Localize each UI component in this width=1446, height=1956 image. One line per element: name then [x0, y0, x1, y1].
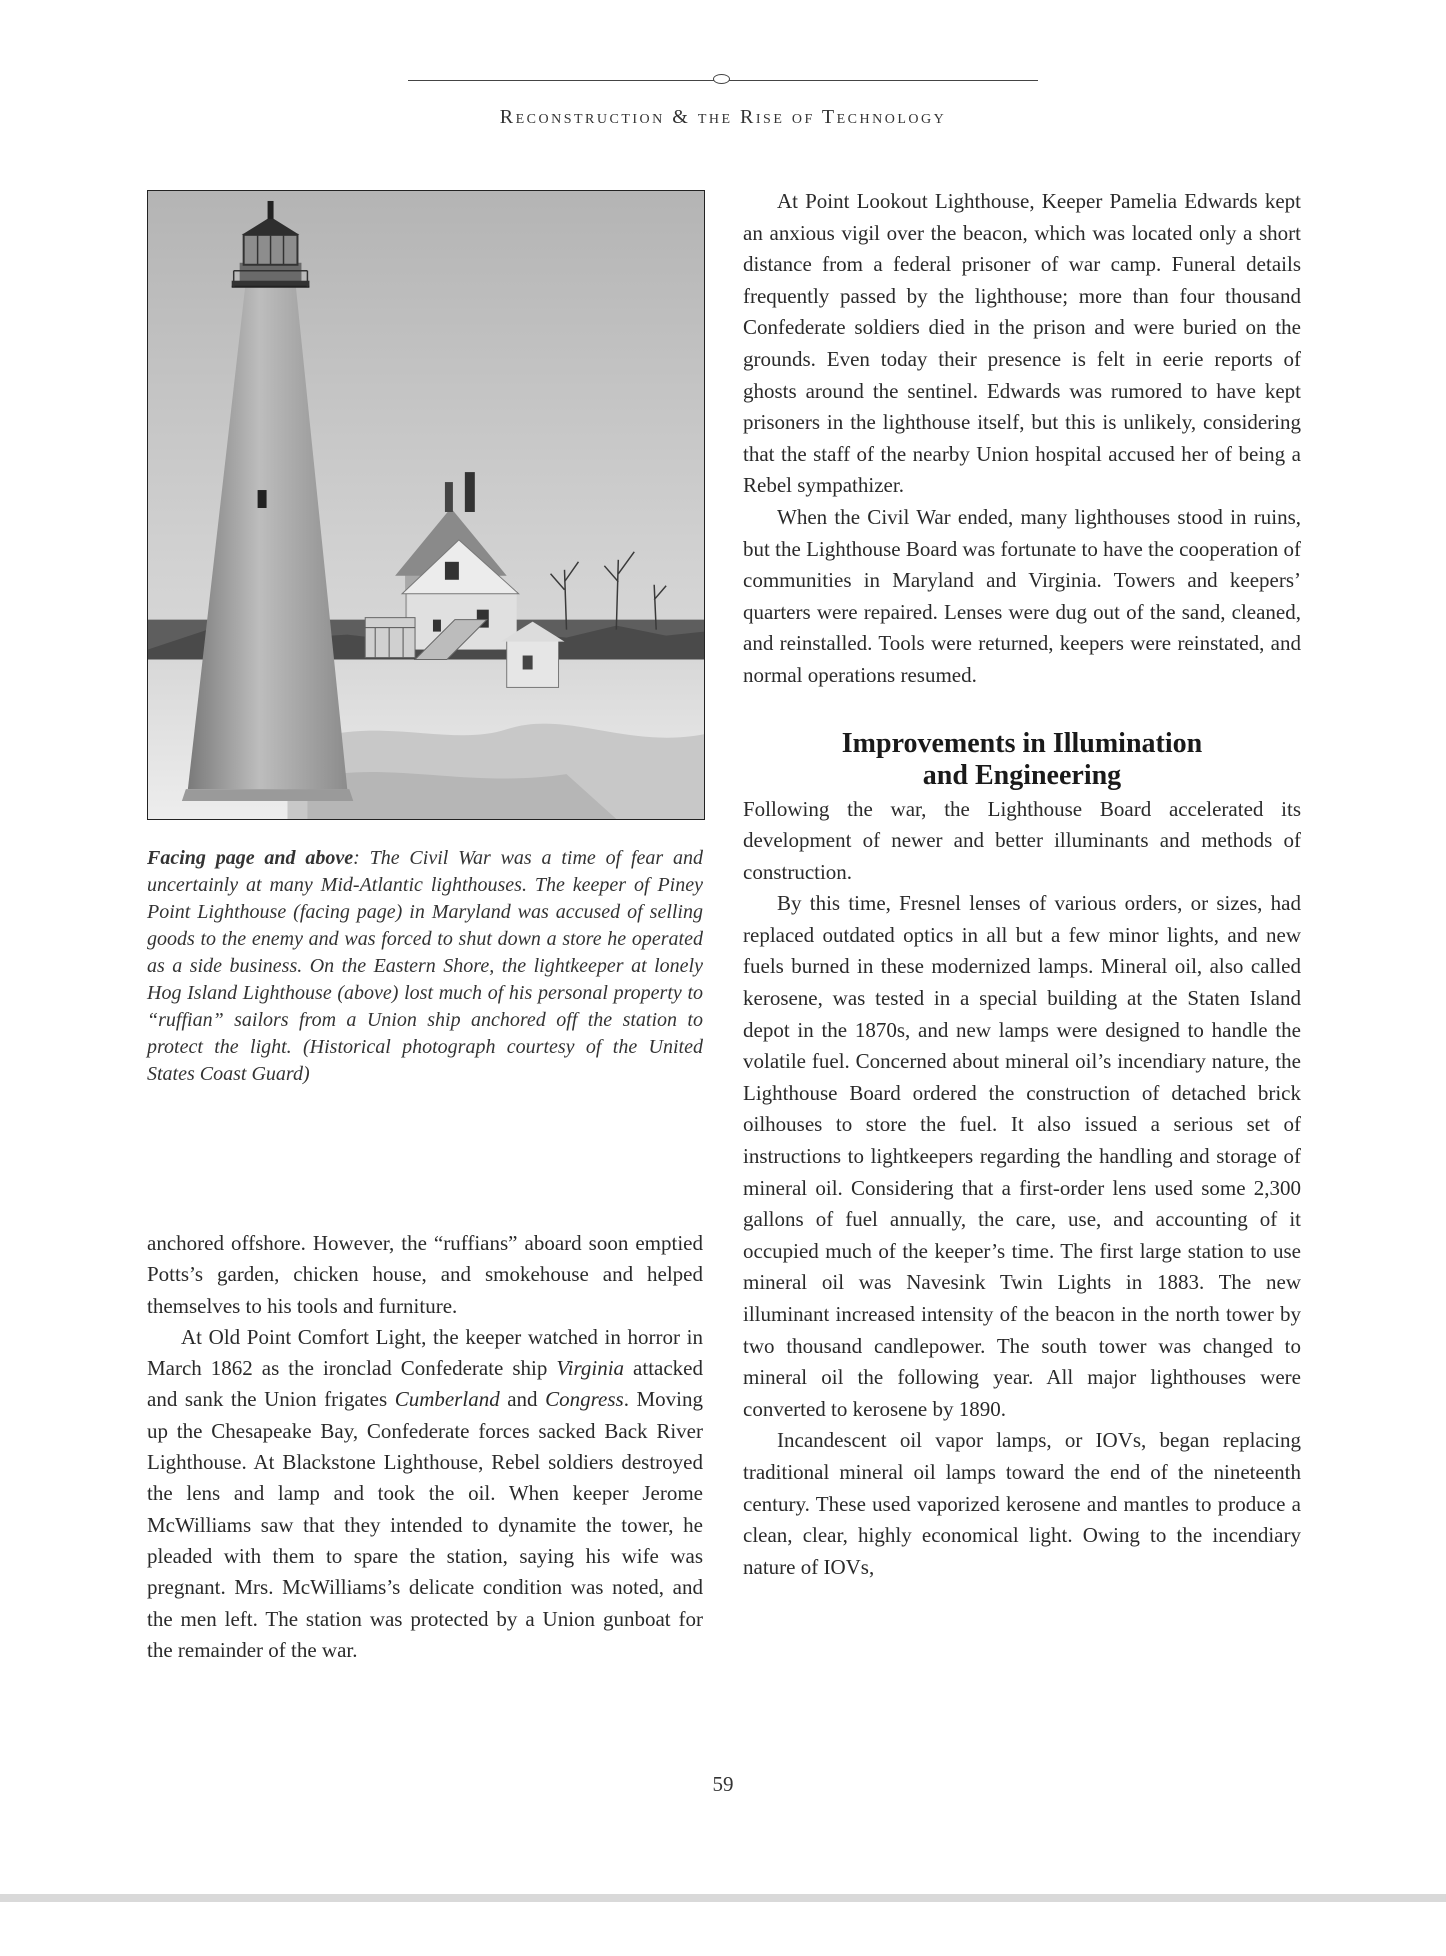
left-p2-text-a: At Old Point Comfort Light, the keeper watched in horror in March 1862 as the ironclad Confederate ship	[147, 1324, 703, 1381]
caption-text-2: sailors from a Union ship anchored off the station to protect the light. (Historical photograph courtesy of the United States Coast Guard)	[147, 1009, 703, 1085]
running-head: Reconstruction & the Rise of Technology	[499, 106, 947, 128]
lighthouse-photo	[147, 190, 705, 820]
right-paragraph-3: Following the war, the Lighthouse Board accelerated its development of newer and better illuminants and methods of construction.	[743, 796, 1301, 884]
caption-text-1: : The Civil War was a time of fear and uncertainly at many Mid-Atlantic lighthouses. The keeper of Piney Point Lighthouse (facing page) in Maryland was accused of selling goods to the enemy and was forced to shut down a store he operated as a side business. On the Eastern Shore, the lightkeeper at lonely Hog Island Lighthouse (above) lost much of his personal property to	[147, 847, 704, 1004]
right-paragraph-1: At Point Lookout Lighthouse, Keeper Pamelia Edwards kept an anxious vigil over the beacon, which was located only a short distance from a federal prisoner of war camp. Funeral details frequently passed by the lighthouse; more than four thousand Confederate soldiers died in the prison and were buried on the grounds. Even today their presence is felt in eerie reports of ghosts around the sentinel. Edwards was rumored to have kept prisoners in the lighthouse itself, but this is unlikely, considering that the staff of the nearby Union hospital accused her of being a Rebel sympathizer.	[743, 189, 1301, 498]
bottom-scrollbar[interactable]	[0, 1894, 1446, 1902]
section-heading-line-1: Improvements in Illumination	[841, 727, 1203, 759]
lighthouse-photo-art	[148, 191, 704, 819]
section-heading-line-2: and Engineering	[922, 759, 1122, 791]
page-number: 59	[712, 1772, 734, 1796]
ornament-icon	[713, 74, 730, 84]
ship-cumberland: Cumberland	[394, 1387, 500, 1412]
left-paragraph-2	[147, 1322, 703, 1666]
right-paragraph-4: By this time, Fresnel lenses of various orders, or sizes, had replaced outdated optics in all but a few minor lights, and new fuels burned in these modernized lamps. Mineral oil, also called kerosene, was tested in a special building at the Staten Island depot in the 1870s, and new lamps were designed to handle the volatile fuel. Concerned about mineral oil’s incendiary nature, the Lighthouse Board ordered the construction of detached brick oilhouses to store the fuel. It also issued a serious set of instructions to lightkeepers regarding the handling and storage of mineral oil. Considering that a first-order lens used some 2,300 gallons of fuel annually, the care, use, and accounting of it occupied much of the keeper’s time. The first large station to use mineral oil was Navesink Twin Lights in 1883. The new illuminant increased intensity of the beacon in the north tower by two thousand candlepower. The south tower was changed to mineral oil the following year. All major lighthouses were converted to kerosene by 1890.	[743, 891, 1301, 1421]
caption-ruffian: “ruffian”	[147, 1009, 224, 1031]
left-paragraph-1: anchored offshore. However, the “ruffians” aboard soon emptied Potts’s garden, chicken house, and smokehouse and helped themselves to his tools and furniture.	[147, 1231, 703, 1318]
ship-virginia: Virginia	[556, 1356, 625, 1381]
left-p2-text-c: and	[499, 1387, 546, 1412]
left-column	[147, 1228, 703, 1666]
right-paragraph-2: When the Civil War ended, many lighthouses stood in ruins, but the Lighthouse Board was fortunate to have the cooperation of communities in Maryland and Virginia. Towers and keepers’ quarters were repaired. Lenses were dug out of the sand, cleaned, and reinstalled. Tools were returned, keepers were reinstated, and normal operations resumed.	[743, 504, 1301, 687]
left-p2-text-b: attacked and sank the Union frigates	[147, 1356, 703, 1412]
ship-congress: Congress	[545, 1387, 624, 1412]
figure-caption	[147, 845, 703, 1088]
caption-lead: Facing page and above	[147, 847, 354, 869]
section-heading	[743, 728, 1301, 792]
right-paragraph-5: Incandescent oil vapor lamps, or IOVs, began replacing traditional mineral oil lamps toward the end of the nineteenth century. These used vaporized kerosene and mantles to produce a clean, clear, highly economical light. Owing to the incendiary nature of IOVs,	[743, 1428, 1301, 1579]
left-p2-text-d: . Moving up the Chesapeake Bay, Confederate forces sacked Back River Lighthouse. At Blackstone Lighthouse, Rebel soldiers destroyed the lens and lamp and took the oil. When keeper Jerome McWilliams saw that they intended to dynamite the tower, he pleaded with them to spare the station, saying his wife was pregnant. Mrs. McWilliams’s delicate condition was noted, and the men left. The station was protected by a Union gunboat for the remainder of the war.	[147, 1387, 703, 1662]
right-column	[743, 186, 1301, 1583]
